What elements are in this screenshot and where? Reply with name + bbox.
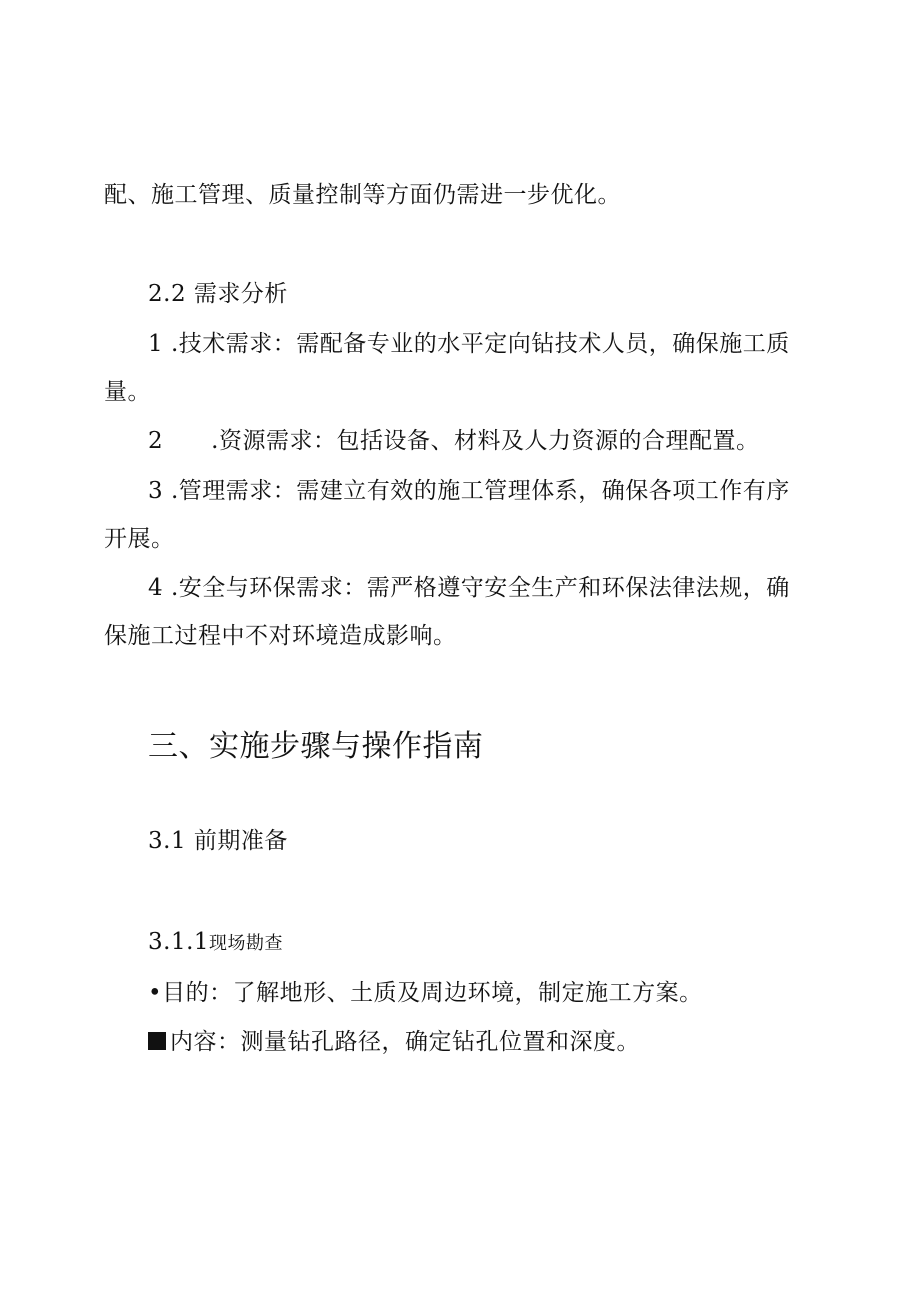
bullet-purpose-text: 目的：了解地形、土质及周边环境，制定施工方案。 — [162, 980, 703, 1006]
requirement-item-2-text: .资源需求：包括设备、材料及人力资源的合理配置。 — [211, 428, 760, 454]
continuation-paragraph: 配、施工管理、质量控制等方面仍需进一步优化。 — [104, 182, 621, 208]
requirement-item-4-number: 4 — [148, 575, 164, 601]
requirement-item-4-continuation: 保施工过程中不对环境造成影响。 — [104, 623, 457, 649]
requirement-item-4 — [148, 573, 790, 603]
section-3-heading: 三、实施步骤与操作指南 — [148, 729, 484, 764]
bullet-content-text: 内容：测量钻孔路径，确定钻孔位置和深度。 — [170, 1029, 640, 1055]
requirement-item-1 — [148, 329, 790, 359]
bullet-content — [148, 1027, 640, 1057]
requirement-item-1-continuation: 量。 — [104, 379, 151, 405]
requirement-item-3-continuation: 开展。 — [104, 526, 175, 552]
section-3-1-heading: 3.1 前期准备 — [148, 828, 288, 854]
requirement-item-2 — [148, 426, 759, 456]
section-2-2-heading: 2.2 需求分析 — [148, 281, 288, 307]
requirement-item-3-text: .管理需求：需建立有效的施工管理体系，确保各项工作有序 — [170, 478, 790, 504]
section-3-1-1-title: 现场勘查 — [209, 933, 284, 954]
section-3-1-1-number: 3.1.1 — [148, 929, 210, 955]
bullet-square-icon — [148, 1032, 166, 1050]
requirement-item-4-text: .安全与环保需求：需严格遵守安全生产和环保法律法规，确 — [170, 575, 790, 601]
section-3-1-1-heading — [148, 927, 283, 959]
requirement-item-3-number: 3 — [148, 478, 164, 504]
requirement-item-3 — [148, 476, 790, 506]
requirement-item-1-number: 1 — [148, 331, 164, 357]
requirement-item-2-number: 2 — [148, 428, 164, 454]
requirement-item-1-text: .技术需求：需配备专业的水平定向钻技术人员，确保施工质 — [170, 331, 790, 357]
bullet-dot-icon: • — [148, 980, 163, 1006]
bullet-purpose — [148, 978, 703, 1008]
